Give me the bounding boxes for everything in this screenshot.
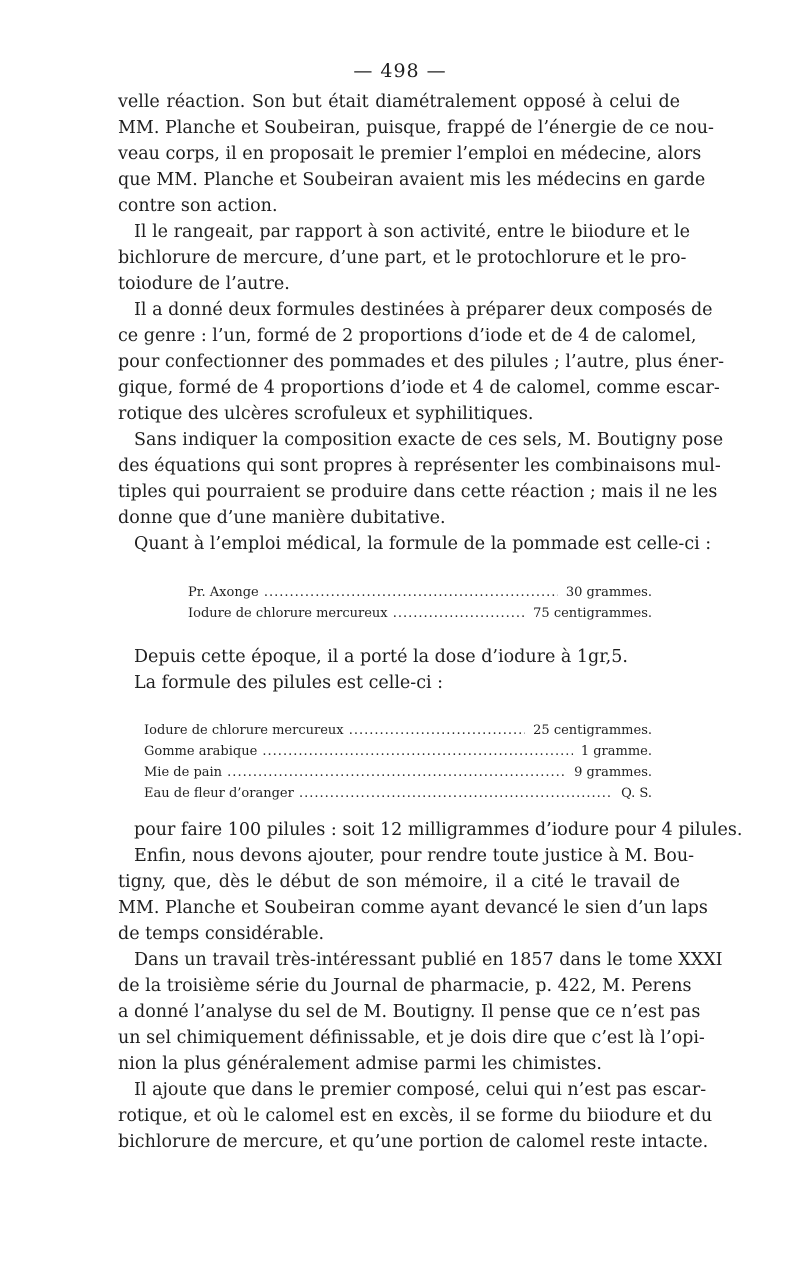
- text-line: gique, formé de 4 proportions d’iode et 4 de calomel, comme escar-: [118, 378, 720, 398]
- pilules-formula: [144, 720, 652, 804]
- ingredient-quantity: Q. S.: [621, 786, 652, 801]
- text-line: de la troisième série du Journal de pharmacie, p. 422, M. Perens: [118, 976, 692, 996]
- text-line: Il a donné deux formules destinées à préparer deux composés de: [134, 300, 713, 320]
- text-line: toiodure de l’autre.: [118, 274, 290, 294]
- ingredient-quantity: 9 grammes.: [574, 765, 652, 780]
- text-line: nion la plus généralement admise parmi les chimistes.: [118, 1054, 602, 1074]
- text-line: rotique des ulcères scrofuleux et syphilitiques.: [118, 404, 534, 424]
- ingredient-quantity: 30 grammes.: [565, 585, 652, 600]
- text-block-middle: [118, 644, 680, 696]
- formula-row: [188, 582, 652, 603]
- page-number: — 498 —: [353, 60, 447, 82]
- text-line: contre son action.: [118, 196, 278, 216]
- text-line: Quant à l’emploi médical, la formule de la pommade est celle-ci :: [134, 534, 712, 554]
- text-line: des équations qui sont propres à représenter les combinaisons mul-: [118, 456, 721, 476]
- text-line: de temps considérable.: [118, 924, 325, 944]
- ingredient-quantity: 75 centigrammes.: [533, 606, 652, 621]
- ingredient-name: Mie de pain .....: [144, 762, 566, 783]
- text-line: velle réaction. Son but était diamétralement opposé à celui de: [118, 92, 680, 112]
- formula-row: [144, 783, 652, 804]
- ingredient-name: Pr. Axonge .....: [188, 582, 558, 603]
- text-block-top: [118, 89, 725, 557]
- text-line: La formule des pilules est celle-ci :: [134, 673, 444, 693]
- text-line: Depuis cette époque, il a porté la dose d’iodure à 1gr,5.: [134, 647, 628, 667]
- text-line: tigny, que, dès le début de son mémoire, il a cité le travail de: [118, 872, 680, 892]
- formula-row: [144, 762, 652, 783]
- text-line: Sans indiquer la composition exacte de ces sels, M. Boutigny pose: [134, 430, 724, 450]
- ingredient-name: Iodure de chlorure mercureux .....: [188, 603, 525, 624]
- ingredient-name: Gomme arabique .....: [144, 741, 573, 762]
- ingredient-quantity: 25 centigrammes.: [533, 723, 652, 738]
- text-line: tiples qui pourraient se produire dans cette réaction ; mais il ne les: [118, 482, 718, 502]
- text-line: Enfin, nous devons ajouter, pour rendre toute justice à M. Bou-: [134, 846, 695, 866]
- text-line: bichlorure de mercure, et qu’une portion de calomel reste intacte.: [118, 1132, 709, 1152]
- text-line: donne que d’une manière dubitative.: [118, 508, 446, 528]
- text-line: Il ajoute que dans le premier composé, celui qui n’est pas escar-: [134, 1080, 707, 1100]
- text-line: ce genre : l’un, formé de 2 proportions d’iode et de 4 de calomel,: [118, 326, 697, 346]
- ingredient-name: Eau de fleur d’oranger .....: [144, 783, 613, 804]
- text-line: bichlorure de mercure, d’une part, et le protochlorure et le pro-: [118, 248, 687, 268]
- text-line: pour confectionner des pommades et des pilules ; l’autre, plus éner-: [118, 352, 725, 372]
- pommade-formula: [188, 582, 652, 624]
- formula-row: [144, 720, 652, 741]
- text-block-bottom: [118, 817, 743, 1155]
- text-line: Dans un travail très-intéressant publié en 1857 dans le tome XXXI: [134, 950, 723, 970]
- text-line: Il le rangeait, par rapport à son activité, entre le biiodure et le: [134, 222, 690, 242]
- text-line: pour faire 100 pilules : soit 12 milligrammes d’iodure pour 4 pilules.: [134, 820, 743, 840]
- text-line: MM. Planche et Soubeiran, puisque, frappé de l’énergie de ce nou-: [118, 118, 714, 138]
- text-line: veau corps, il en proposait le premier l’emploi en médecine, alors: [118, 144, 702, 164]
- text-line: rotique, et où le calomel est en excès, il se forme du biiodure et du: [118, 1106, 713, 1126]
- text-line: un sel chimiquement définissable, et je dois dire que c’est là l’opi-: [118, 1028, 705, 1048]
- text-line: a donné l’analyse du sel de M. Boutigny. Il pense que ce n’est pas: [118, 1002, 701, 1022]
- text-line: MM. Planche et Soubeiran comme ayant devancé le sien d’un laps: [118, 898, 708, 918]
- ingredient-quantity: 1 gramme.: [580, 744, 652, 759]
- text-line: que MM. Planche et Soubeiran avaient mis les médecins en garde: [118, 170, 706, 190]
- ingredient-name: Iodure de chlorure mercureux .....: [144, 720, 525, 741]
- formula-row: [144, 741, 652, 762]
- formula-row: [188, 603, 652, 624]
